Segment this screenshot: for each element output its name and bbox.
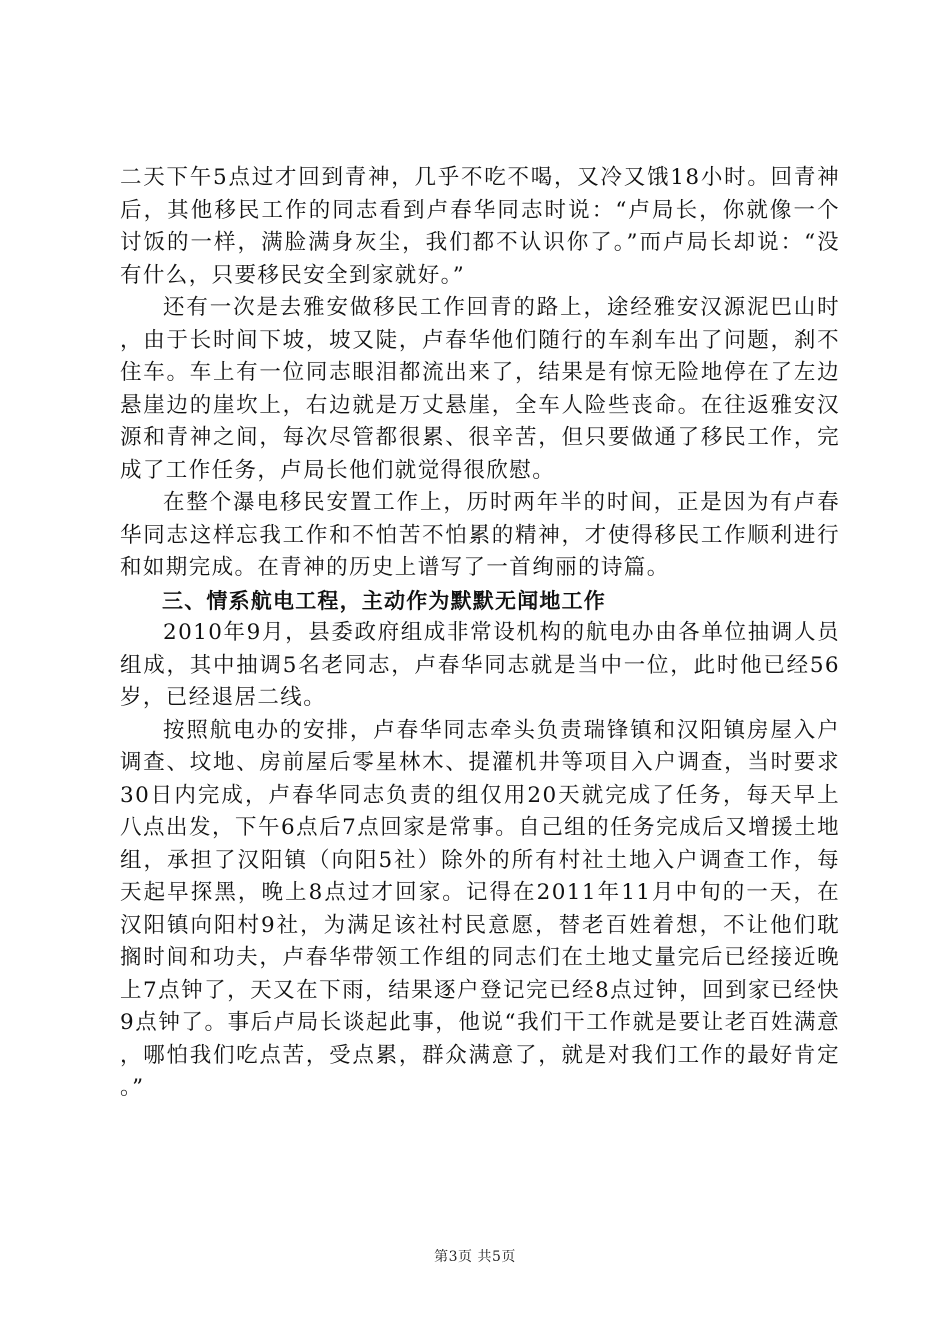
section-heading: 三、情系航电工程，主动作为默默无闻地工作 bbox=[162, 588, 606, 613]
document-body bbox=[120, 162, 840, 1105]
paragraph-office-formed: 2010年9月，县委政府组成非常设机构的航电办由各单位抽调人员组成，其中抽调5名老同志，卢春华同志就是当中一位，此时他已经56岁，已经退居二线。 bbox=[120, 620, 840, 710]
paragraph-resettlement-summary: 在整个瀑电移民安置工作上，历时两年半的时间，正是因为有卢春华同志这样忘我工作和不怕苦不怕累的精神，才使得移民工作顺利进行和如期完成。在青神的历史上谱写了一首绚丽的诗篇。 bbox=[120, 490, 840, 580]
page-footer: 第3页 共5页 bbox=[434, 1249, 516, 1265]
paragraph-continued: 二天下午5点过才回到青神，几乎不吃不喝，又冷又饿18小时。回青神后，其他移民工作的同志看到卢春华同志时说：“卢局长，你就像一个讨饭的一样，满脸满身灰尘，我们都不认识你了。”而卢局长却说：“没有什么，只要移民安全到家就好。” bbox=[120, 165, 840, 288]
paragraph-survey-work: 按照航电办的安排，卢春华同志牵头负责瑞锋镇和汉阳镇房屋入户调查、坟地、房前屋后零星林木、提灌机井等项目入户调查，当时要求30日内完成，卢春华同志负责的组仅用20天就完成了任务，每天早上八点出发，下午6点后7点回家是常事。自己组的任务完成后又增援土地组，承担了汉阳镇（向阳5社）除外的所有村社土地入户调查工作，每天起早探黑，晚上8点过才回家。记得在2011年11月中旬的一天，在汉阳镇向阳村9社，为满足该社村民意愿，替老百姓着想，不让他们耽搁时间和功夫，卢春华带领工作组的同志们在土地丈量完后已经接近晚上7点钟了，天又在下雨，结果逐户登记完已经8点过钟，回到家已经快9点钟了。事后卢局长谈起此事，他说“我们干工作就是要让老百姓满意，哪怕我们吃点苦，受点累，群众满意了，就是对我们工作的最好肯定。” bbox=[120, 717, 840, 1100]
paragraph-yaan-trip: 还有一次是去雅安做移民工作回青的路上，途经雅安汉源泥巴山时，由于长时间下坡，坡又陡，卢春华他们随行的车刹车出了问题，刹不住车。车上有一位同志眼泪都流出来了，结果是有惊无险地停在了左边悬崖边的崖坎上，右边就是万丈悬崖，全车人险些丧命。在往返雅安汉源和青神之间，每次尽管都很累、很辛苦，但只要做通了移民工作，完成了工作任务，卢局长他们就觉得很欣慰。 bbox=[120, 295, 840, 483]
